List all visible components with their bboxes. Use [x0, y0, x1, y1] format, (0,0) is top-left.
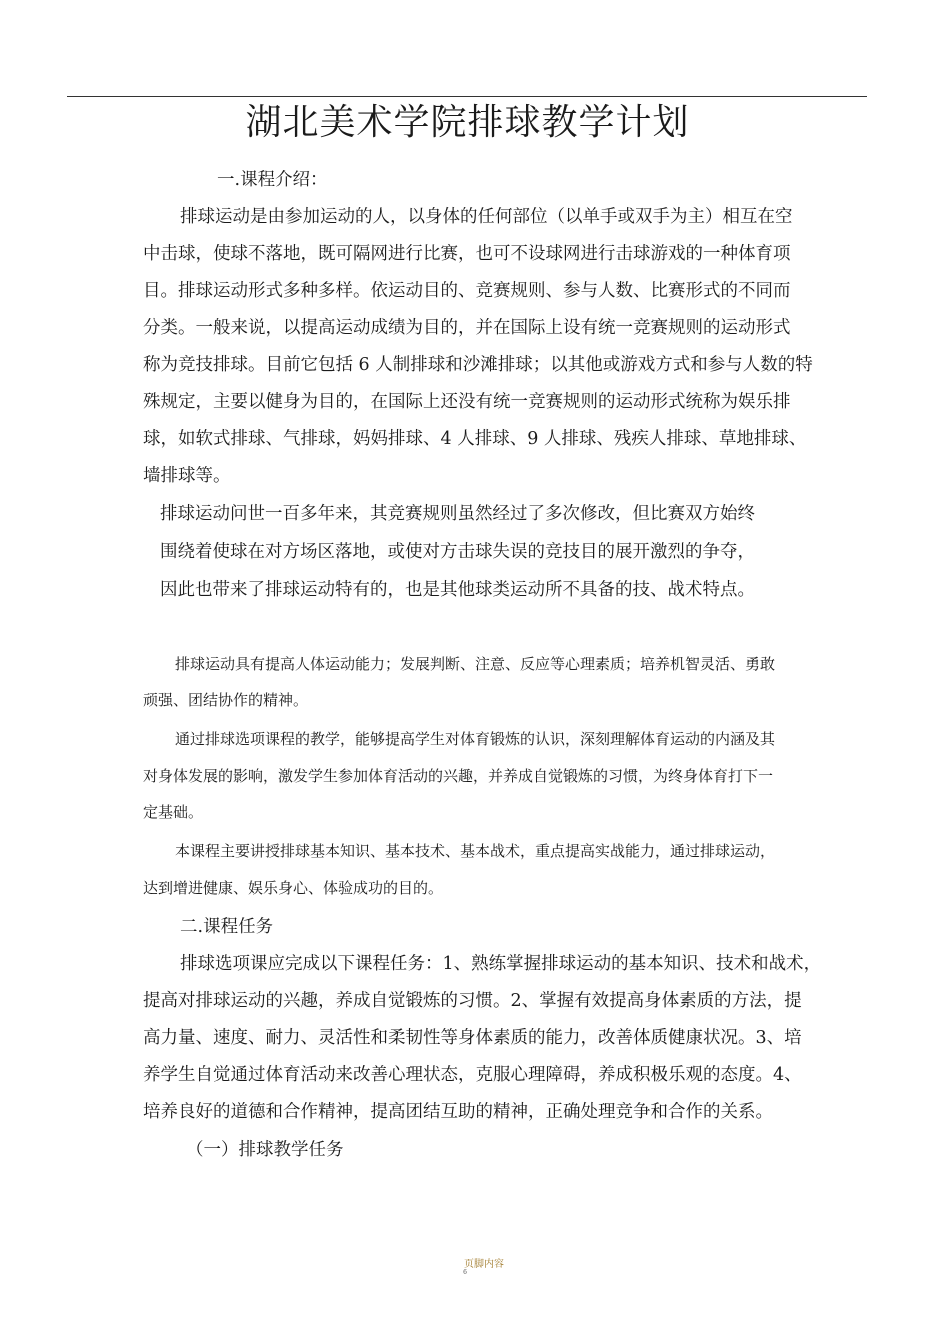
task-line: 培养良好的道德和合作精神，提高团结互助的精神，正确处理竞争和合作的关系。 [143, 1102, 773, 1122]
intro-line: 墙排球等。 [143, 466, 231, 486]
benefit-line: 顽强、团结协作的精神。 [143, 691, 309, 709]
intro-line: 排球运动是由参加运动的人，以身体的任何部位（以单手或双手为主）相互在空 [180, 207, 793, 227]
header-rule [67, 96, 867, 97]
subsection-heading: （一）排球教学任务 [186, 1140, 344, 1160]
history-line: 因此也带来了排球运动特有的，也是其他球类运动所不具备的技、战术特点。 [160, 580, 755, 600]
page-number: 6 [463, 1269, 467, 1276]
content-line: 本课程主要讲授排球基本知识、基本技术、基本战术，重点提高实战能力，通过排球运动， [175, 842, 776, 860]
history-line: 排球运动问世一百多年来，其竞赛规则虽然经过了多次修改，但比赛双方始终 [160, 504, 755, 524]
purpose-line: 定基础。 [143, 803, 204, 821]
document-title: 湖北美术学院排球教学计划 [245, 102, 690, 143]
task-line: 提高对排球运动的兴趣，养成自觉锻炼的习惯。2、掌握有效提高身体素质的方法，提 [143, 991, 802, 1011]
purpose-line: 通过排球选项课程的教学，能够提高学生对体育锻炼的认识，深刻理解体育运动的内涵及其 [175, 730, 776, 748]
task-line: 排球选项课应完成以下课程任务：1、熟练掌握排球运动的基本知识、技术和战术， [180, 954, 822, 974]
intro-line: 目。排球运动形式多种多样。依运动目的、竞赛规则、参与人数、比赛形式的不同而 [143, 281, 791, 301]
intro-line: 称为竞技排球。目前它包括 6 人制排球和沙滩排球；以其他或游戏方式和参与人数的特 [143, 355, 813, 375]
section-heading-intro: 一.课程介绍： [217, 170, 328, 190]
task-line: 高力量、速度、耐力、灵活性和柔韧性等身体素质的能力，改善体质健康状况。3、培 [143, 1028, 802, 1048]
benefit-line: 排球运动具有提高人体运动能力；发展判断、注意、反应等心理素质；培养机智灵活、勇敢 [175, 655, 776, 673]
task-line: 养学生自觉通过体育活动来改善心理状态，克服心理障碍，养成积极乐观的态度。4、 [143, 1065, 802, 1085]
intro-line: 球，如软式排球、气排球，妈妈排球、4 人排球、9 人排球、残疾人排球、草地排球、 [143, 429, 807, 449]
content-line: 达到增进健康、娱乐身心、体验成功的目的。 [143, 879, 444, 897]
purpose-line: 对身体发展的影响，激发学生参加体育活动的兴趣，并养成自觉锻炼的习惯，为终身体育打下一 [143, 767, 774, 785]
intro-line: 中击球，使球不落地，既可隔网进行比赛，也可不设球网进行击球游戏的一种体育项 [143, 244, 791, 264]
section-heading-tasks: 二.课程任务 [180, 917, 274, 937]
intro-line: 殊规定，主要以健身为目的，在国际上还没有统一竞赛规则的运动形式统称为娱乐排 [143, 392, 791, 412]
history-line: 围绕着使球在对方场区落地，或使对方击球失误的竞技目的展开激烈的争夺， [160, 542, 755, 562]
intro-line: 分类。一般来说，以提高运动成绩为目的，并在国际上设有统一竞赛规则的运动形式 [143, 318, 791, 338]
footer-label: 页脚内容 [464, 1259, 504, 1270]
